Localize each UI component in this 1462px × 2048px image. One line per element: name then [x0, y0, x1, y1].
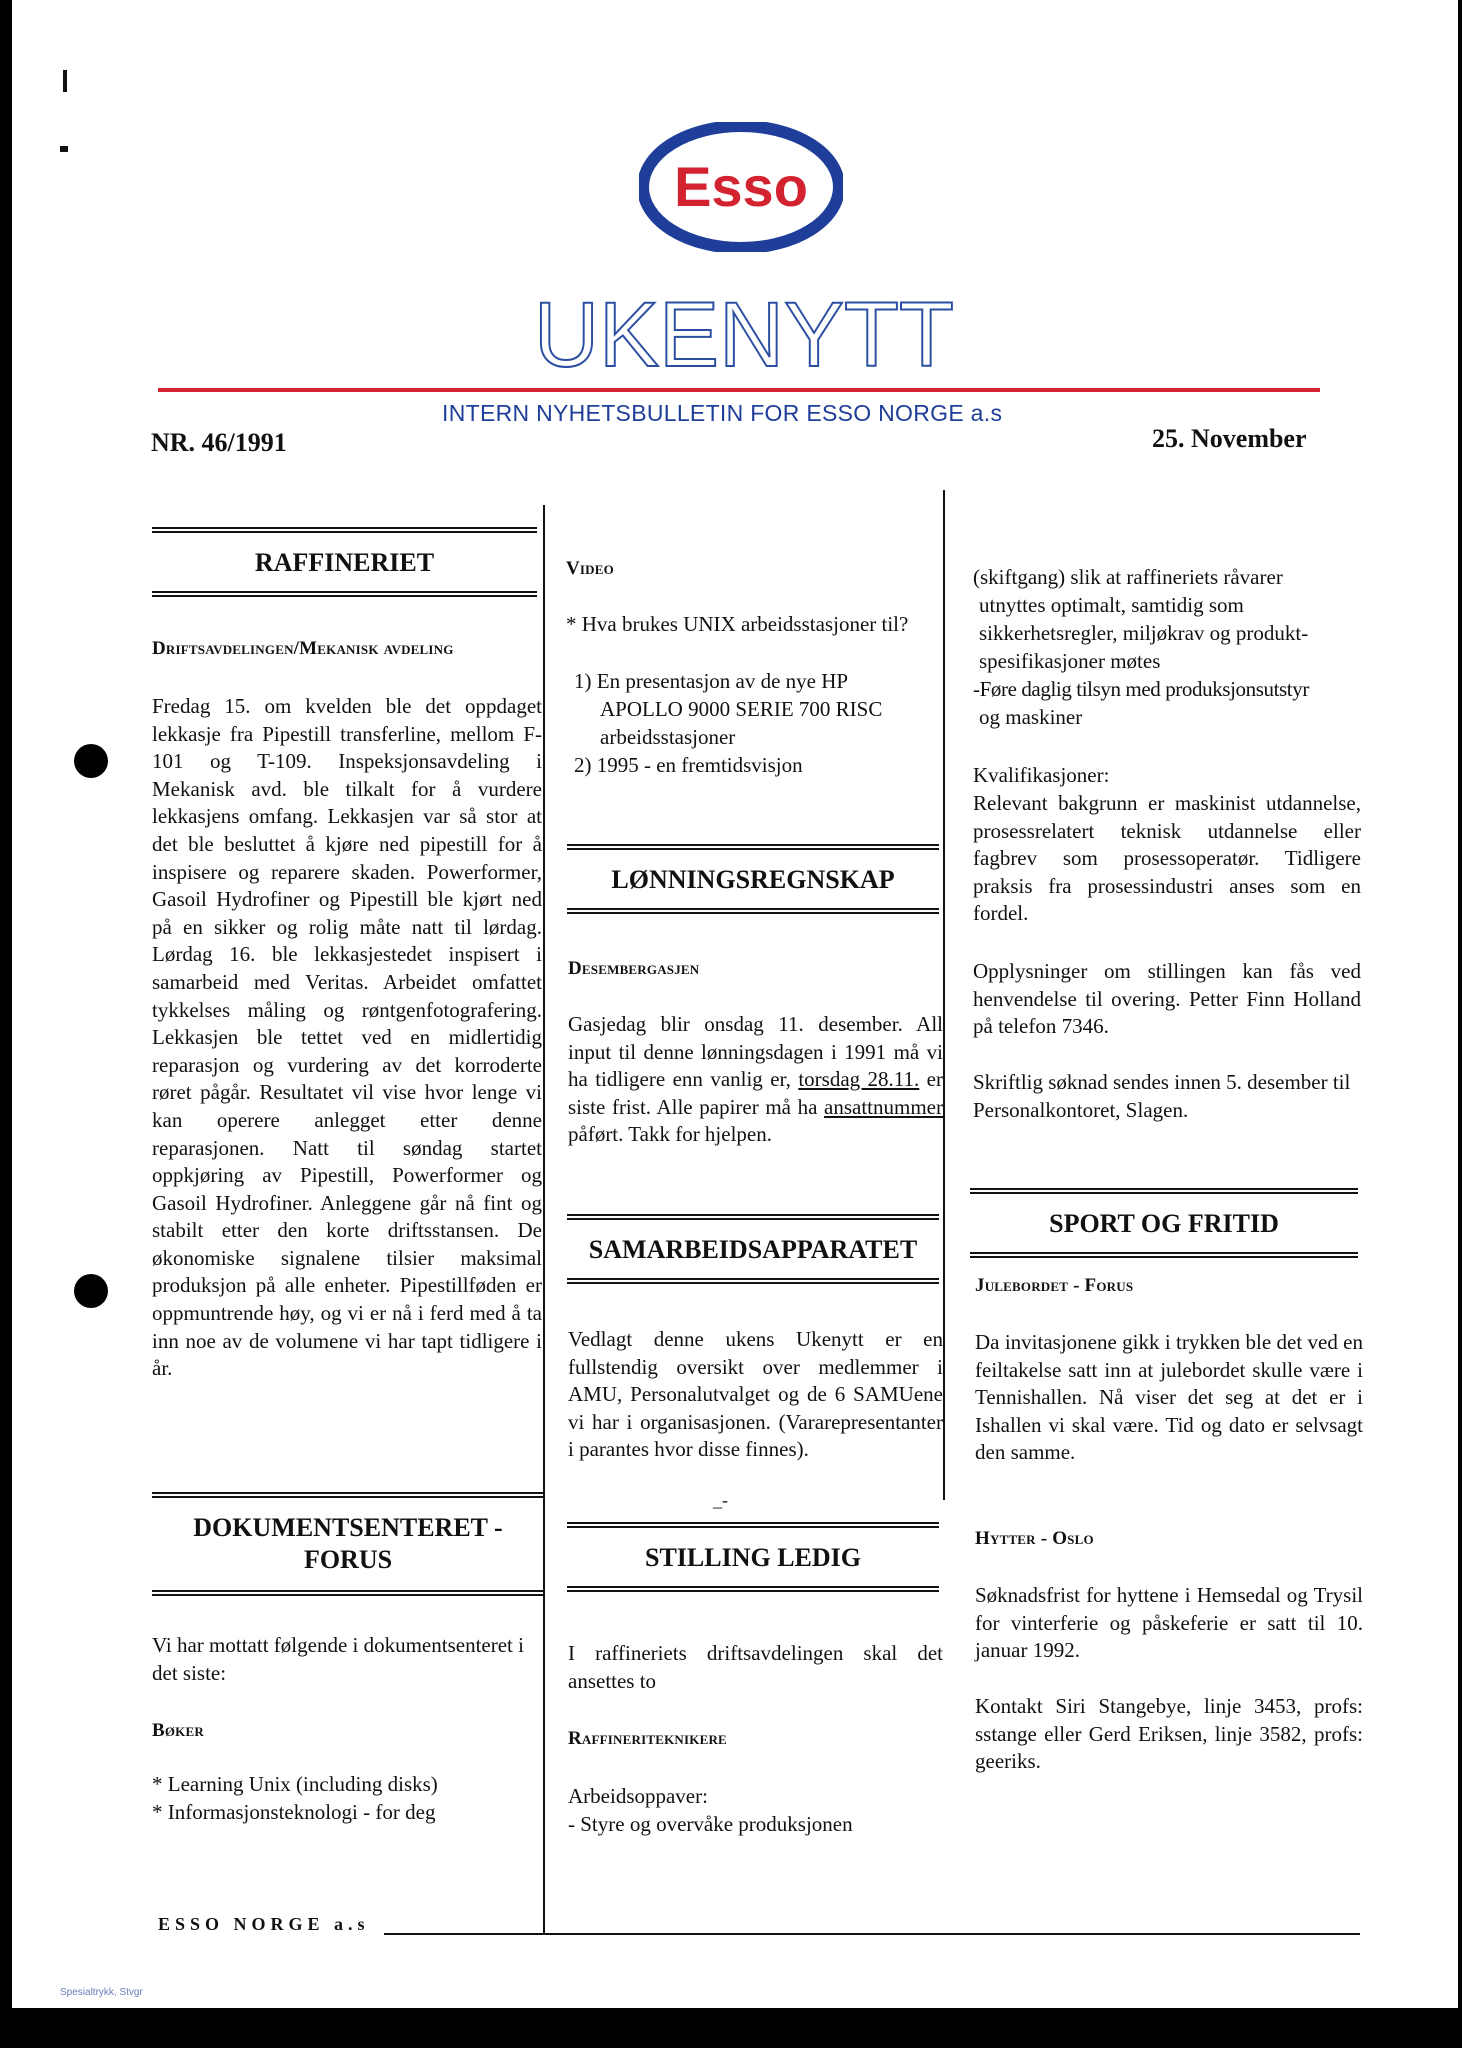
- list-item: APOLLO 9000 SERIE 700 RISC: [600, 697, 883, 721]
- svg-text:Esso: Esso: [674, 155, 808, 218]
- julebord-body: Da invitasjonene gikk i trykken ble det ved en feiltakelse satt inn at julebordet skulle være i Tennishallen. Nå viser det seg at det er i Ishallen vi skal være. Tid og dato er selvsagt den samme.: [975, 1330, 1363, 1465]
- printer-credit: Spesialtrykk, Stvgr: [60, 1987, 143, 1998]
- underlined-text: ansattnummer: [824, 1094, 943, 1119]
- list-item: spesifikasjoner møtes: [979, 649, 1161, 673]
- video-list: [574, 667, 882, 779]
- ukenytt-title: [526, 288, 962, 378]
- subheading: Video: [566, 558, 614, 579]
- punch-hole-bottom: [74, 1274, 108, 1308]
- subheading: Desembergasjen: [568, 958, 700, 979]
- lonn-body: [568, 1011, 943, 1149]
- section-title: LØNNINGSREGNSKAP: [611, 865, 895, 894]
- contact-body: Kontakt Siri Stangebye, linje 3453, profs: sstange eller Gerd Eriksen, linje 3582, profs: geeriks.: [975, 1694, 1363, 1774]
- column-rule-left: [543, 505, 545, 1935]
- section-raffineriet: [152, 527, 537, 597]
- list-item: arbeidsstasjoner: [600, 725, 736, 749]
- section-title: [152, 1512, 544, 1576]
- list-item: * Learning Unix (including disks): [152, 1772, 438, 1796]
- double-rule: [152, 1492, 544, 1498]
- double-rule: [567, 844, 939, 850]
- info-text: Opplysninger om stillingen kan fås ved henvendelse til overing. Petter Finn Holland på telefon 7346.: [973, 959, 1361, 1039]
- section-stilling-ledig: [567, 1522, 939, 1592]
- video-question: * Hva brukes UNIX arbeidsstasjoner til?: [566, 612, 909, 636]
- list-item: * Informasjonsteknologi - for deg: [152, 1800, 436, 1824]
- subheading: Raffineriteknikere: [568, 1728, 727, 1749]
- footer-rule: [384, 1933, 1360, 1935]
- subheading: Driftsavdelingen/Mekanisk avdeling: [152, 638, 454, 659]
- stray-mark: _-: [713, 1490, 728, 1510]
- double-rule: [567, 1214, 939, 1220]
- raffineriet-body: Fredag 15. om kvelden ble det oppdaget lekkasje fra Pipestill transferline, mellom F-101 og T-109. Inspeksjonsavdeling i Mekanisk avd. ble tilkalt for å vurdere lekkasjens omfang. Lekkasjen var så stor at det ble besluttet å kjøre ned pipestill for å inspisere og reparere skaden. Powerformer, Gasoil Hydrofiner og Pipestill ble kjørt ned på en sikker og rolig måte natt til lørdag. Lørdag 16. ble lekkasjestedet inspisert i samarbeid med Veritas. Arbeidet omfattet tykkelses måling og røntgenfotografering. Lekkasjen ble tettet ved en midlertidig reparasjon og vurdering av det korroderte røret pågår. Resultatet vil vise hvor lenge vi kan operere anlegget etter denne reparasjonen. Natt til søndag startet oppkjøring av Pipestill, Powerformer og Gasoil Hydrofiner. Anleggene går nå fint og stabilt etter den korte driftsstansen. De økonomiske signalene tilsier maksimal produksjon på alle enheter. Pipestillføden er oppmuntrende høy, og vi er nå i ferd med å ta inn noe av de volumene vi har tapt tidligere i år.: [152, 694, 542, 1381]
- double-rule: [970, 1252, 1358, 1258]
- scan-mark: [63, 70, 67, 92]
- section-samarbeidsapparatet: [567, 1214, 939, 1284]
- list-item: 2) 1995 - en fremtidsvisjon: [574, 753, 803, 777]
- list-item: utnyttes optimalt, samtidig som: [979, 593, 1244, 617]
- list-item: og maskiner: [979, 705, 1083, 729]
- stilling-continued: [973, 563, 1309, 731]
- qualifications-label: Kvalifikasjoner:: [973, 763, 1110, 787]
- body-text: Gasjedag blir onsdag 11. desember. All input til denne lønningsdagen i 1991 må vi ha tidligere enn vanlig er,: [568, 1012, 943, 1092]
- task-item: - Styre og overvåke produksjonen: [568, 1812, 853, 1836]
- section-title: RAFFINERIET: [254, 548, 435, 577]
- double-rule: [567, 1522, 939, 1528]
- issue-number: NR. 46/1991: [151, 428, 287, 457]
- section-title: STILLING LEDIG: [644, 1543, 862, 1572]
- section-sport-og-fritid: [970, 1188, 1358, 1258]
- masthead-red-rule: [158, 388, 1320, 392]
- list-item: sikkerhetsregler, miljøkrav og produkt-: [979, 621, 1309, 645]
- body-text: er siste frist. Alle papirer må ha: [568, 1067, 943, 1119]
- hytter-body: Søknadsfrist for hyttene i Hemsedal og Trysil for vinterferie og påskeferie er satt til 10. januar 1992.: [975, 1583, 1363, 1663]
- scan-mark: [60, 146, 68, 152]
- samarbeid-body: Vedlagt denne ukens Ukenytt er en fullstendig oversikt over medlemmer i AMU, Personalutvalget og de 6 SAMUene vi har i organisasjonen. (Vararepresentanter i parantes hvor disse finnes).: [568, 1327, 943, 1462]
- title-line: DOKUMENTSENTERET -: [193, 1513, 503, 1542]
- svg-text:UKENYTT: UKENYTT: [534, 288, 954, 378]
- underlined-text: torsdag 28.11.: [798, 1067, 920, 1092]
- double-rule: [152, 591, 537, 597]
- body-text: påført. Takk for hjelpen.: [568, 1122, 772, 1147]
- tasks-label: Arbeidsoppaver:: [568, 1784, 708, 1808]
- list-item: (skiftgang) slik at raffineriets råvarer: [973, 565, 1283, 589]
- stilling-body: I raffineriets driftsavdelingen skal det ansettes to: [568, 1641, 943, 1693]
- list-item: -Føre daglig tilsyn med produksjonsutstyr: [973, 677, 1309, 701]
- apply-text: Skriftlig søknad sendes innen 5. desember til Personalkontoret, Slagen.: [973, 1070, 1351, 1122]
- list-item: 1) En presentasjon av de nye HP: [574, 669, 849, 693]
- issue-date: 25. November: [1152, 424, 1307, 453]
- subheading: Julebordet - Forus: [975, 1275, 1134, 1296]
- title-line: FORUS: [303, 1545, 393, 1574]
- double-rule: [567, 908, 939, 914]
- dokument-body: Vi har mottatt følgende i dokumentsenteret i det siste:: [152, 1633, 524, 1685]
- double-rule: [970, 1188, 1358, 1194]
- masthead-subtitle: INTERN NYHETSBULLETIN FOR ESSO NORGE a.s: [442, 400, 1003, 426]
- qualifications-body: Relevant bakgrunn er maskinist utdannelse, prosessrelatert teknisk utdannelse eller fagbrev som prosessoperatør. Tidligere praksis fra prosessindustri anses som en fordel.: [973, 791, 1361, 926]
- esso-logo: [639, 122, 843, 252]
- document-page: [12, 0, 1458, 2008]
- double-rule: [567, 1278, 939, 1284]
- section-dokumentsenteret: [152, 1492, 544, 1596]
- book-list: [152, 1770, 438, 1826]
- subheading: Bøker: [152, 1720, 204, 1741]
- double-rule: [567, 1586, 939, 1592]
- section-title: SAMARBEIDSAPPARATET: [588, 1235, 918, 1264]
- section-lonningsregnskap: [567, 844, 939, 914]
- column-rule-right: [943, 490, 945, 1500]
- section-title: SPORT OG FRITID: [1049, 1209, 1279, 1238]
- footer-company: ESSO NORGE a.s: [158, 1914, 370, 1934]
- double-rule: [152, 527, 537, 533]
- double-rule: [152, 1590, 544, 1596]
- subheading: Hytter - Oslo: [975, 1528, 1094, 1549]
- punch-hole-top: [74, 744, 108, 778]
